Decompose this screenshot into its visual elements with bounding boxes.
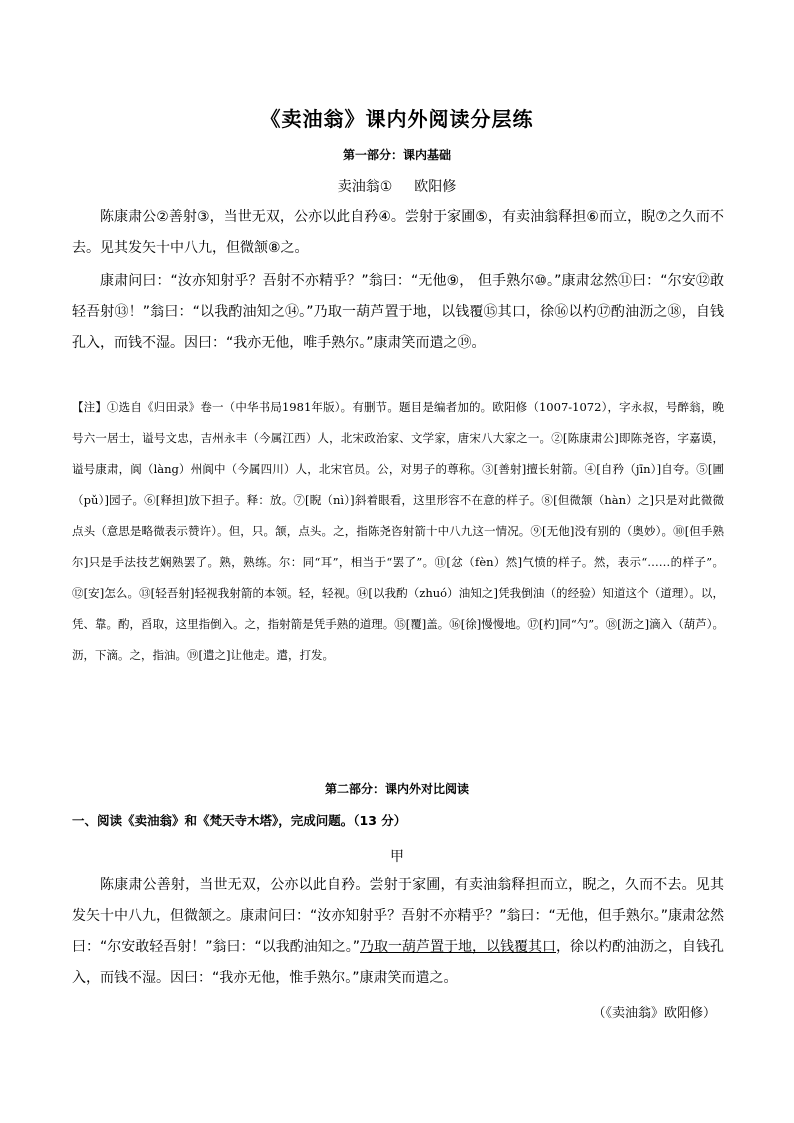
part2-heading: 第二部分：课内外对比阅读 xyxy=(324,782,469,796)
classical-paragraph-2: 康肃问曰：“汝亦知射乎？吾射不亦精乎？”翁曰：“无他⑨， 但手熟尔⑩。”康肃忿然⑪曰：“尔安⑫敢轻吾射⑬！”翁曰：“以我酌油知之⑭。”乃取一葫芦置于地，以钱覆⑮其口，徐⑯以杓⑰酌油沥之⑱，自钱孔入，而钱不湿。因曰：“我亦无他，唯手熟尔。”康肃笑而遣之⑲。 xyxy=(72,273,724,351)
part1-heading: 第一部分：课内基础 xyxy=(342,148,451,162)
section-label-jia: 甲 xyxy=(390,849,404,865)
passage-jia xyxy=(72,870,724,994)
page-title: 《卖油翁》课内外阅读分层练 xyxy=(260,107,534,131)
passage-jia-text-after: ，徐以杓酌油沥之，自钱孔入，而钱不湿。因曰：“我亦无他，惟手熟尔。”康肃笑而遣之。 xyxy=(72,939,725,986)
passage-source: （《卖油翁》欧阳修） xyxy=(592,1006,716,1021)
passage-jia-underlined-sentence: 乃取一葫芦置于地，以钱覆其口 xyxy=(360,939,557,955)
text-title: 卖油翁① xyxy=(337,179,393,195)
question-heading: 一、阅读《卖油翁》和《梵天寺木塔》，完成问题。（13 分） xyxy=(72,813,407,828)
annotation-notes: 【注】①选自《归田录》卷一（中华书局1981年版）。有删节。题目是编者加的。欧阳修（1007-1072），字永叔，号醉翁，晚号六一居士，谥号文忠，吉州永丰（今属江西）人，北宋政治家、文学家，唐宋八大家之一。②[陈康肃公]即陈尧咨，字嘉谟，谥号康肃，阆（làng）州阆中（今属四川）人，北宋官员。公，对男子的尊称。③[善射]擅长射箭。④[自矜（jīn）]自夸。⑤[圃（pǔ）]园子。⑥[释担]放下担子。释：放。⑦[睨（nì）]斜着眼看，这里形容不在意的样子。⑧[但微颔（hàn）之]只是对此微微点头（意思是略微表示赞许）。但，只。颔，点头。之，指陈尧咨射箭十中八九这一情况。⑨[无他]没有别的（奥妙）。⑩[但手熟尔]只是手法技艺娴熟罢了。熟，熟练。尔：同“耳”，相当于“罢了”。⑪[忿（fèn）然]气愤的样子。然，表示“……的样子”。⑫[安]怎么。⑬[轻吾射]轻视我射箭的本领。轻，轻视。⑭[以我酌（zhuó）油知之]凭我倒油（的经验）知道这个（道理）。以，凭、靠。酌，舀取，这里指倒入。之，指射箭是凭手熟的道理。⑮[覆]盖。⑯[徐]慢慢地。⑰[杓]同“勺”。⑱[沥之]滴入（葫芦）。沥，下滴。之，指油。⑲[遣之]让他走。遣，打发。 xyxy=(72,400,724,662)
text-title-line xyxy=(0,176,794,196)
text-author: 欧阳修 xyxy=(414,179,457,195)
passage-jia-text-before: 陈康肃公善射，当世无双，公亦以此自矜。尝射于家圃，有卖油翁释担而立，睨之，久而不去。见其发矢十中八九，但微颔之。康肃问曰：“汝亦知射乎？吾射不亦精乎？”翁曰：“无他，但手熟尔。”康肃忿然曰：“尔安敢轻吾射！”翁曰：“以我酌油知之。” xyxy=(72,877,725,955)
classical-paragraph-1: 陈康肃公②善射③，当世无双，公亦以此自矜④。尝射于家圃⑤，有卖油翁释担⑥而立，睨⑦之久而不去。见其发矢十中八九，但微颔⑧之。 xyxy=(72,209,724,256)
